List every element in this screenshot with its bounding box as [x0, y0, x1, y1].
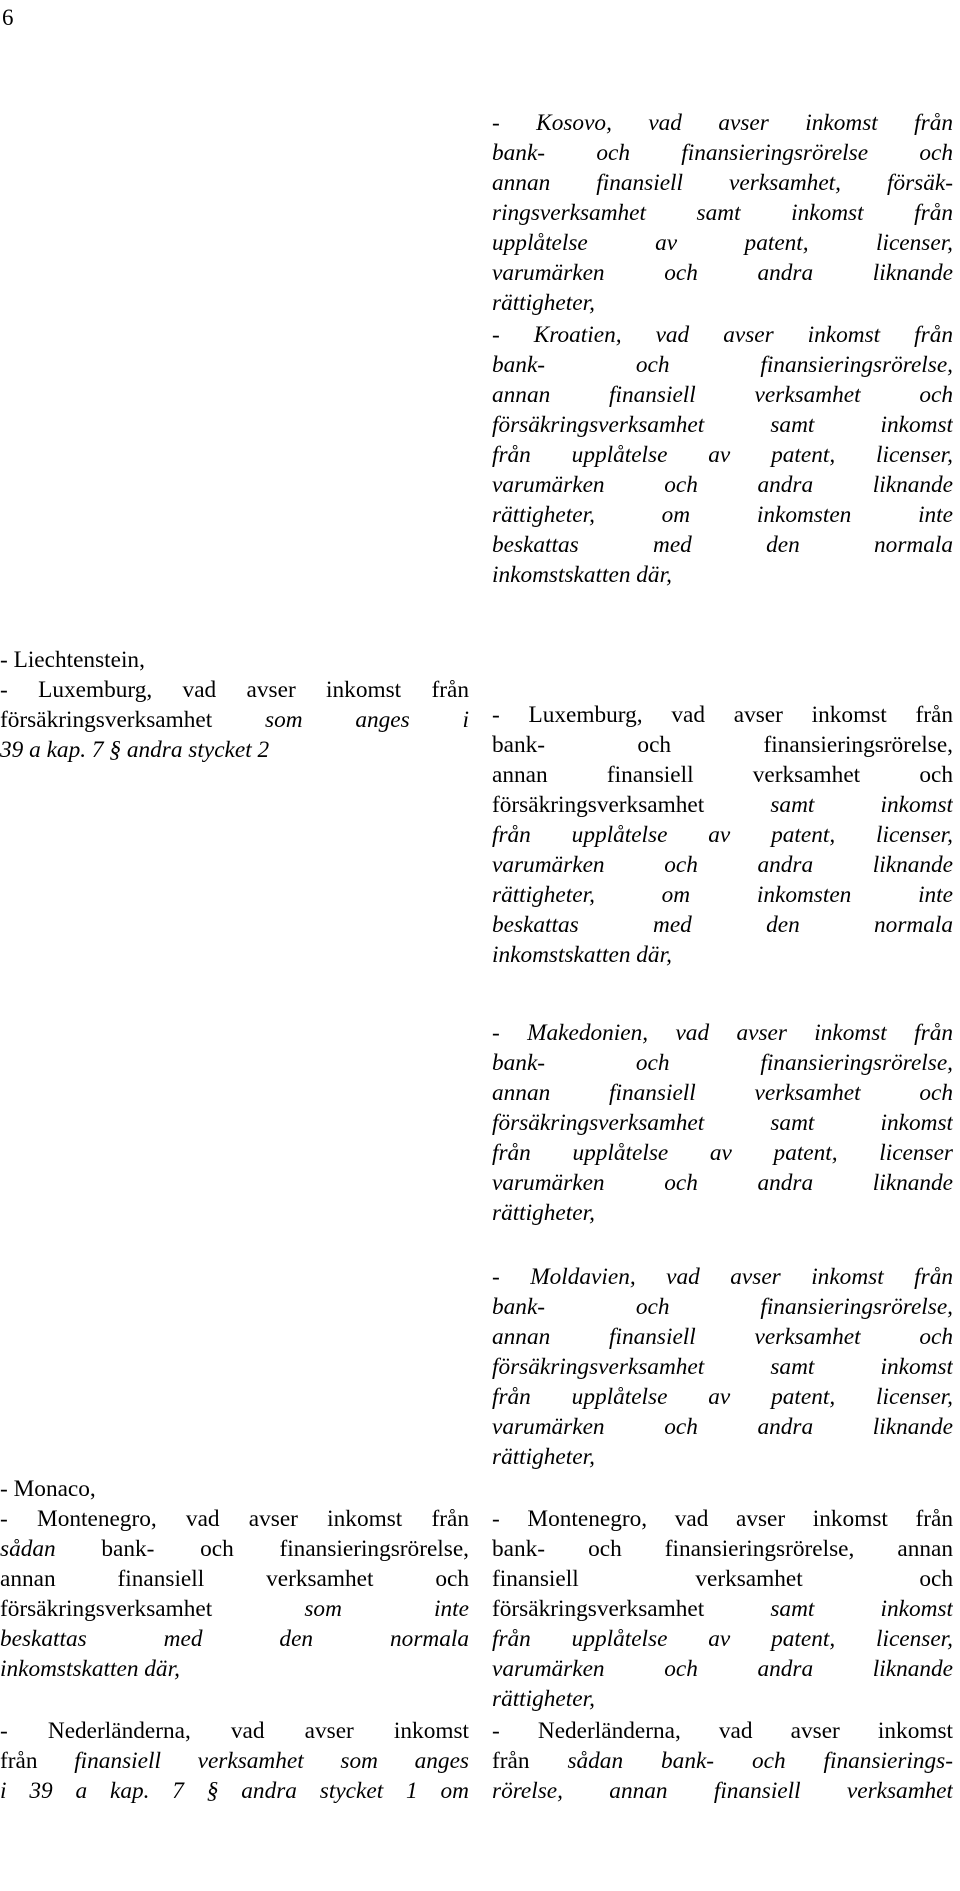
- text-line: finansiell verksamhet och: [492, 1566, 953, 1592]
- text-line: annan finansiell verksamhet och: [492, 1324, 953, 1350]
- text-line: rättigheter,: [492, 1200, 595, 1226]
- text-line: bank- och finansieringsrörelse,: [492, 352, 953, 378]
- paragraph-monaco: [0, 1474, 469, 1504]
- text-line: - Kroatien, vad avser inkomst från: [492, 322, 953, 348]
- text-line: rättigheter, om inkomsten inte: [492, 882, 953, 908]
- text-line: inkomstskatten där,: [492, 942, 672, 968]
- paragraph-luxemburg-right: [492, 700, 953, 970]
- text-line: beskattas med den normala: [492, 912, 953, 938]
- text-line: från upplåtelse av patent, licenser,: [492, 442, 953, 468]
- text-line: varumärken och andra liknande: [492, 260, 953, 286]
- text-line: - Montenegro, vad avser inkomst från: [492, 1506, 953, 1532]
- text-line: upplåtelse av patent, licenser,: [492, 230, 953, 256]
- paragraph-montenegro-right: [492, 1504, 953, 1714]
- text-line: varumärken och andra liknande: [492, 472, 953, 498]
- text-line: beskattas med den normala: [492, 532, 953, 558]
- text-line: annan finansiell verksamhet och: [0, 1566, 469, 1592]
- text-line: - Nederländerna, vad avser inkomst: [492, 1718, 953, 1744]
- paragraph-nederlanderna-right: [492, 1716, 953, 1806]
- text-line: - Makedonien, vad avser inkomst från: [492, 1020, 953, 1046]
- text-line: sådan bank- och finansieringsrörelse,: [0, 1536, 469, 1562]
- paragraph-nederlanderna-left: [0, 1716, 469, 1806]
- paragraph-makedonien: [492, 1018, 953, 1228]
- text-line: bank- och finansieringsrörelse,: [492, 732, 953, 758]
- text-line: från upplåtelse av patent, licenser,: [492, 1384, 953, 1410]
- text-line: rörelse, annan finansiell verksamhet: [492, 1778, 953, 1804]
- text-line: försäkringsverksamhet samt inkomst: [492, 1596, 953, 1622]
- text-line: försäkringsverksamhet som anges i: [0, 707, 469, 733]
- paragraph-kosovo: [492, 108, 953, 318]
- text-line: rättigheter,: [492, 1444, 595, 1470]
- text-line: annan finansiell verksamhet, försäk-: [492, 170, 953, 196]
- text-line: från upplåtelse av patent, licenser: [492, 1140, 953, 1166]
- text-line: försäkringsverksamhet som inte: [0, 1596, 469, 1622]
- paragraph-liechtenstein: [0, 645, 469, 675]
- text-line: - Moldavien, vad avser inkomst från: [492, 1264, 953, 1290]
- text-line: bank- och finansieringsrörelse,: [492, 1294, 953, 1320]
- text-line: från finansiell verksamhet som anges: [0, 1748, 469, 1774]
- text-line: annan finansiell verksamhet och: [492, 762, 953, 788]
- text-line: försäkringsverksamhet samt inkomst: [492, 412, 953, 438]
- text-line: - Luxemburg, vad avser inkomst från: [492, 702, 953, 728]
- text-line: rättigheter,: [492, 290, 595, 316]
- text-line: - Nederländerna, vad avser inkomst: [0, 1718, 469, 1744]
- text-line: bank- och finansieringsrörelse,: [492, 1050, 953, 1076]
- text-line: - Montenegro, vad avser inkomst från: [0, 1506, 469, 1532]
- text-line: - Monaco,: [0, 1476, 96, 1502]
- paragraph-moldavien: [492, 1262, 953, 1472]
- paragraph-kroatien: [492, 320, 953, 590]
- paragraph-luxemburg-left: [0, 675, 469, 765]
- text-line: beskattas med den normala: [0, 1626, 469, 1652]
- text-line: inkomstskatten där,: [0, 1656, 180, 1682]
- text-line: varumärken och andra liknande: [492, 852, 953, 878]
- text-line: från upplåtelse av patent, licenser,: [492, 1626, 953, 1652]
- text-line: inkomstskatten där,: [492, 562, 672, 588]
- text-line: - Luxemburg, vad avser inkomst från: [0, 677, 469, 703]
- text-line: bank- och finansieringsrörelse och: [492, 140, 953, 166]
- paragraph-montenegro-left: [0, 1504, 469, 1684]
- page-number: 6: [2, 5, 14, 30]
- text-line: - Kosovo, vad avser inkomst från: [492, 110, 953, 136]
- text-line: ringsverksamhet samt inkomst från: [492, 200, 953, 226]
- text-line: annan finansiell verksamhet och: [492, 382, 953, 408]
- text-line: rättigheter, om inkomsten inte: [492, 502, 953, 528]
- text-line: från upplåtelse av patent, licenser,: [492, 822, 953, 848]
- text-line: - Liechtenstein,: [0, 647, 145, 673]
- text-line: varumärken och andra liknande: [492, 1170, 953, 1196]
- text-line: annan finansiell verksamhet och: [492, 1080, 953, 1106]
- text-line: 39 a kap. 7 § andra stycket 2: [0, 737, 270, 763]
- text-line: försäkringsverksamhet samt inkomst: [492, 792, 953, 818]
- text-line: från sådan bank- och finansierings-: [492, 1748, 953, 1774]
- text-line: i 39 a kap. 7 § andra stycket 1 om: [0, 1778, 469, 1804]
- text-line: varumärken och andra liknande: [492, 1414, 953, 1440]
- text-line: bank- och finansieringsrörelse, annan: [492, 1536, 953, 1562]
- text-line: försäkringsverksamhet samt inkomst: [492, 1354, 953, 1380]
- text-line: försäkringsverksamhet samt inkomst: [492, 1110, 953, 1136]
- text-line: varumärken och andra liknande: [492, 1656, 953, 1682]
- text-line: rättigheter,: [492, 1686, 595, 1712]
